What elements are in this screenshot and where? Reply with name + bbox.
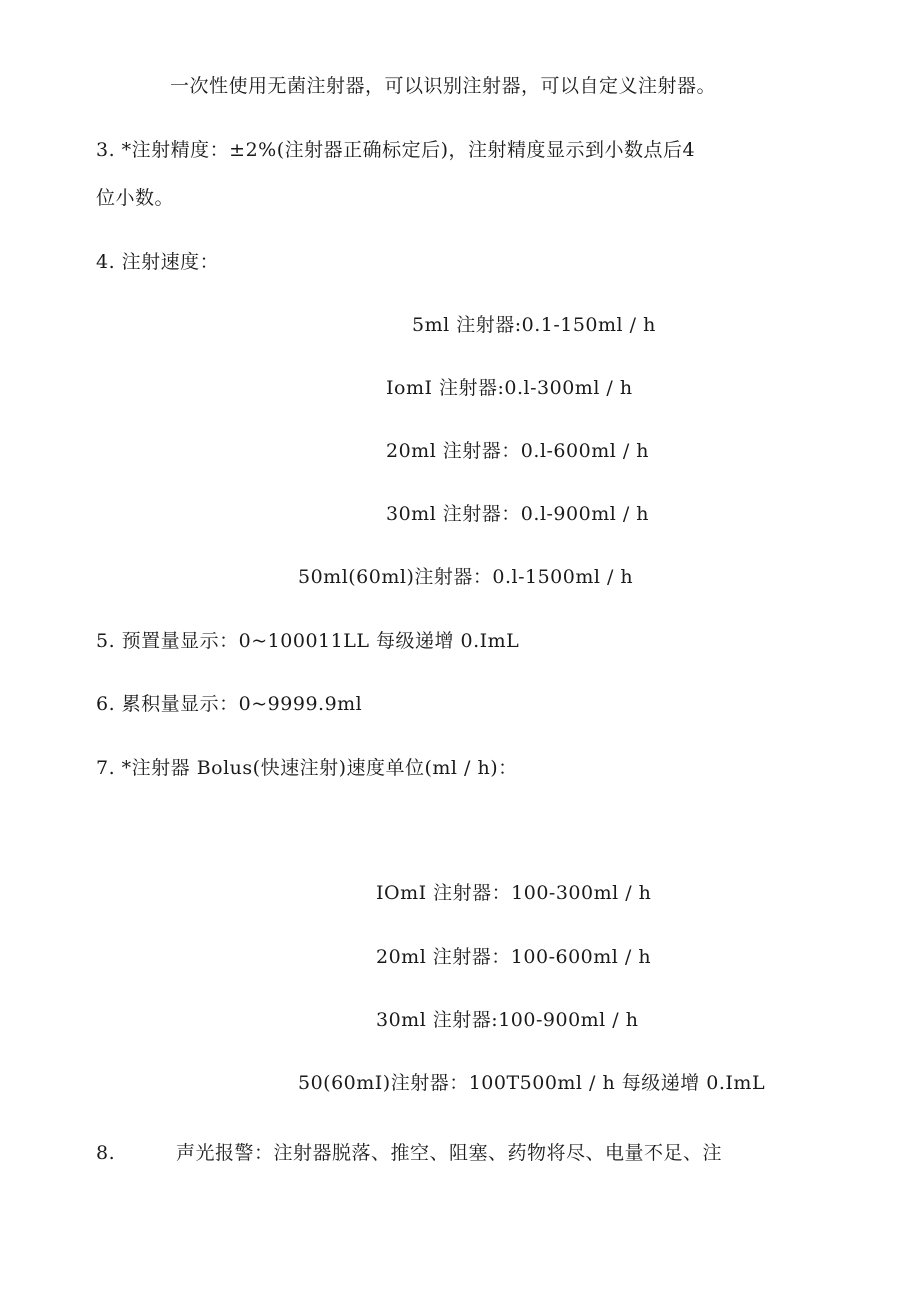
- item-8-alarm: 声光报警：注射器脱落、推空、阻塞、药物将尽、电量不足、注: [176, 1142, 723, 1164]
- bolus-20ml: 20ml 注射器：100-600ml / h: [376, 946, 652, 968]
- item-7-bolus-heading: 7. *注射器 Bolus(快速注射)速度单位(ml / h)：: [96, 757, 518, 779]
- speed-10ml: IomI 注射器:0.l-300ml / h: [386, 377, 633, 399]
- item-5-preset: 5. 预置量显示：0~100011LL 每级递增 0.ImL: [96, 630, 520, 652]
- item-8-number: 8.: [96, 1142, 116, 1164]
- speed-30ml: 30ml 注射器：0.l-900ml / h: [386, 503, 650, 525]
- item-6-accumulated: 6. 累积量显示：0~9999.9ml: [96, 693, 363, 715]
- speed-50ml: 50ml(60ml)注射器：0.l-1500ml / h: [298, 566, 634, 588]
- speed-5ml: 5ml 注射器:0.1-150ml / h: [412, 314, 656, 336]
- bolus-10ml: IOmI 注射器：100-300ml / h: [376, 882, 652, 904]
- bolus-50ml: 50(60mI)注射器：100T500ml / h 每级递增 0.ImL: [298, 1072, 766, 1094]
- bolus-30ml: 30ml 注射器:100-900ml / h: [376, 1009, 639, 1031]
- item-4-speed-heading: 4. 注射速度：: [96, 251, 220, 273]
- item-3-precision-cont: 位小数。: [96, 187, 175, 209]
- paragraph-syringe-types: 一次性使用无菌注射器，可以识别注射器，可以自定义注射器。: [170, 75, 717, 97]
- item-3-precision: 3. *注射精度：±2%(注射器正确标定后)，注射精度显示到小数点后4: [96, 139, 696, 161]
- speed-20ml: 20ml 注射器：0.l-600ml / h: [386, 440, 650, 462]
